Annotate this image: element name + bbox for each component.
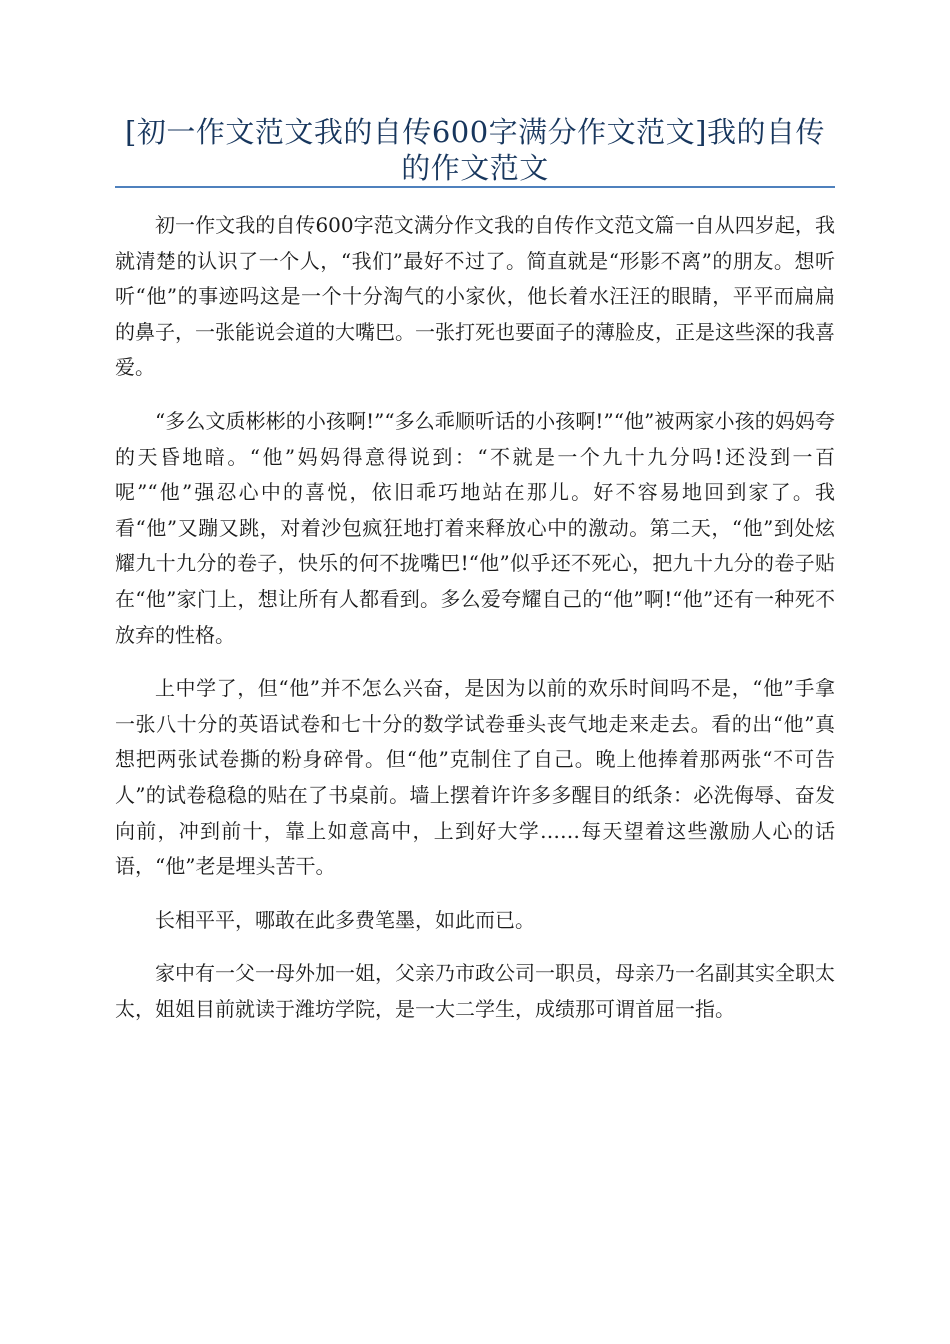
paragraph: 家中有一父一母外加一姐，父亲乃市政公司一职员，母亲乃一名副其实全职太太，姐姐目前就读于潍坊学院，是一大二学生，成绩那可谓首屈一指。 — [115, 961, 835, 1021]
paragraph: 初一作文我的自传600字范文满分作文我的自传作文范文篇一自从四岁起，我就清楚的认识了一个人，“我们”最好不过了。简直就是“形影不离”的朋友。想听听“他”的事迹吗这是一个十分淘气的小家伙，他长着水汪汪的眼睛，平平而扁扁的鼻子，一张能说会道的大嘴巴。一张打死也要面子的薄脸皮，正是这些深的我喜爱。 — [115, 213, 835, 380]
title-block — [115, 114, 835, 186]
document-title: [初一作文范文我的自传600字满分作文范文]我的自传的作文范文 — [125, 115, 825, 185]
document-body — [115, 208, 835, 1045]
paragraph: 长相平平，哪敢在此多费笔墨，如此而已。 — [155, 907, 535, 932]
paragraph: “多么文质彬彬的小孩啊!”“多么乖顺听话的小孩啊!”“他”被两家小孩的妈妈夸的天昏地暗。“他”妈妈得意得说到：“不就是一个九十九分吗!还没到一百呢”“他”强忍心中的喜悦，依旧乖巧地站在那儿。好不容易地回到家了。我看“他”又蹦又跳，对着沙包疯狂地打着来释放心中的激动。第二天，“他”到处炫耀九十九分的卷子，快乐的何不拢嘴巴!“他”似乎还不死心，把九十九分的卷子贴在“他”家门上，想让所有人都看到。多么爱夸耀自己的“他”啊!“他”还有一种死不放弃的性格。 — [115, 408, 835, 647]
title-divider — [115, 186, 835, 188]
paragraph: 上中学了，但“他”并不怎么兴奋，是因为以前的欢乐时间吗不是，“他”手拿一张八十分的英语试卷和七十分的数学试卷垂头丧气地走来走去。看的出“他”真想把两张试卷撕的粉身碎骨。但“他”克制住了自己。晚上他捧着那两张“不可告人”的试卷稳稳的贴在了书桌前。墙上摆着许许多多醒目的纸条：必洗侮辱、奋发向前，冲到前十，靠上如意高中，上到好大学……每天望着这些激励人心的话语，“他”老是埋头苦干。 — [115, 676, 835, 879]
